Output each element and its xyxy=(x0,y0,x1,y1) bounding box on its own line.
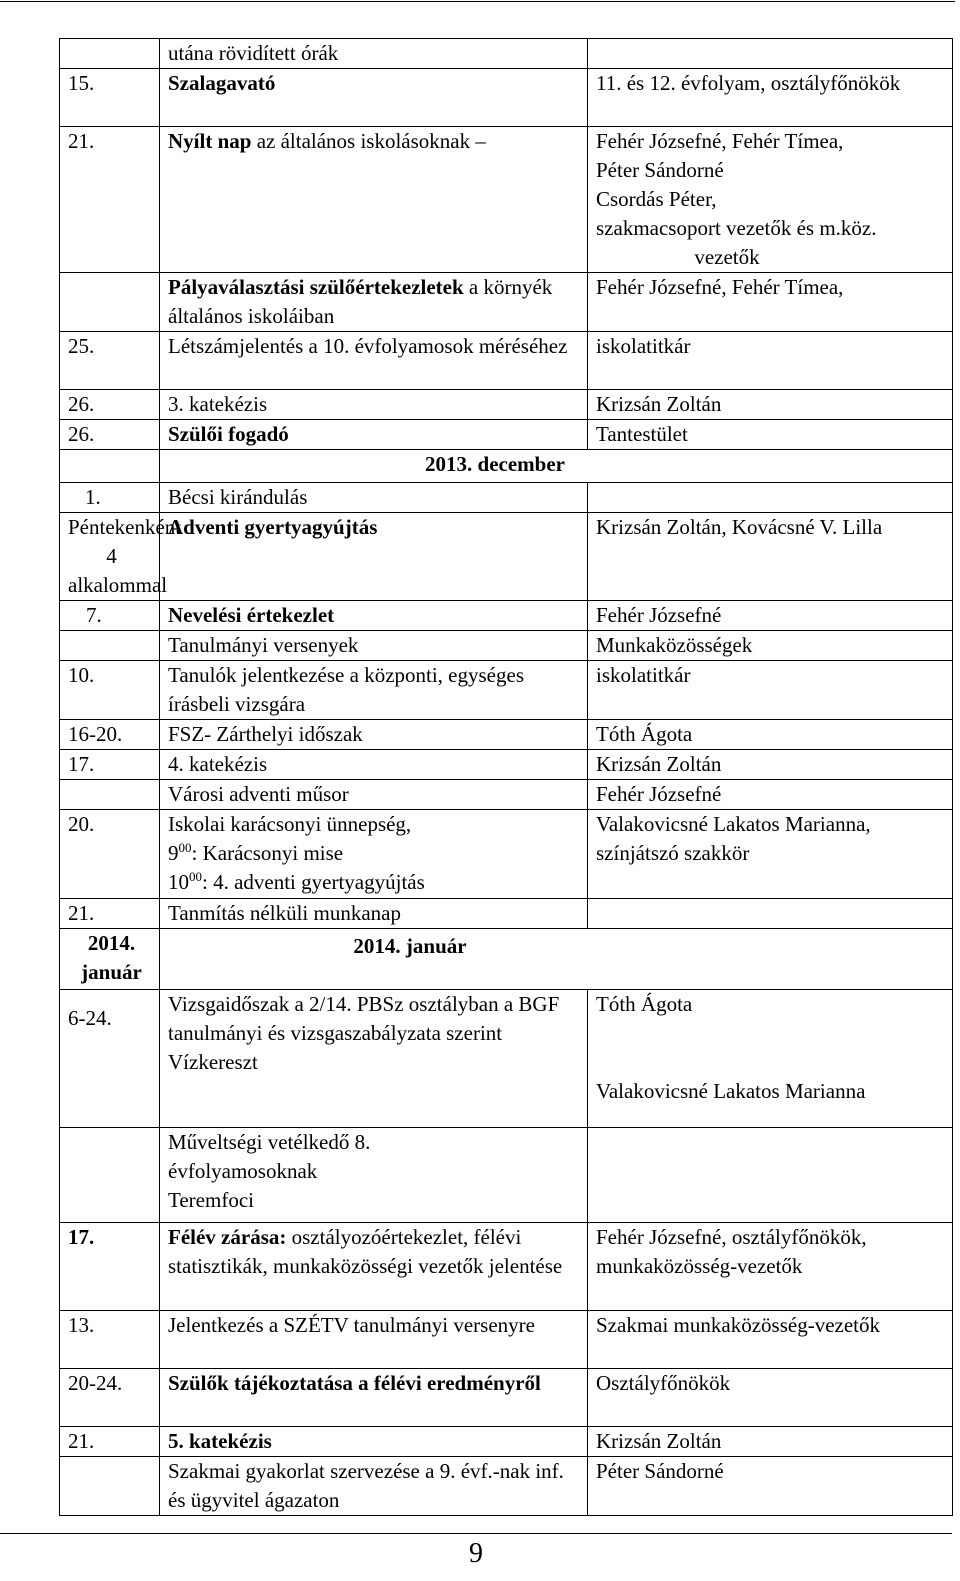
date-cell: 26. xyxy=(60,390,160,420)
responsible-cell: Munkaközösségek xyxy=(588,631,953,661)
date-cell: 17. xyxy=(60,750,160,780)
date-cell: 20-24. xyxy=(60,1369,160,1427)
event-text: Vizsgaidőszak a 2/14. PBSz osztályban a BGF tanulmányi és vizsgaszabályzata szerint xyxy=(168,992,560,1045)
event-bold: Nyílt nap xyxy=(168,129,252,153)
date-cell: 26. xyxy=(60,420,160,450)
event-cell: Tanmítás nélküli munkanap xyxy=(160,899,588,929)
date-cell: 25. xyxy=(60,332,160,390)
table-row xyxy=(60,1223,953,1311)
responsible-cell: Péter Sándorné xyxy=(588,1457,953,1516)
responsible-cell xyxy=(588,1128,953,1223)
event-rest: az általános iskolásoknak – xyxy=(251,129,486,153)
responsible-line: Fehér Józsefné, Fehér Tímea, xyxy=(596,129,844,153)
table-row xyxy=(60,1427,953,1457)
event-cell: FSZ- Zárthelyi időszak xyxy=(160,720,588,750)
date-line: 2014. xyxy=(87,931,136,955)
table-row xyxy=(60,810,953,899)
event-cell xyxy=(160,127,588,273)
date-cell: 15. xyxy=(60,69,160,127)
time-minutes: 00 xyxy=(178,840,192,855)
event-cell: Szakmai gyakorlat szervezése a 9. évf.-nak inf. és ügyvitel ágazaton xyxy=(160,1457,588,1516)
table-row xyxy=(60,513,953,601)
table-row xyxy=(60,990,953,1128)
table-row xyxy=(60,1311,953,1369)
date-cell: 16-20. xyxy=(60,720,160,750)
responsible-cell: Szakmai munkaközösség-vezetők xyxy=(588,1311,953,1369)
event-cell: Tanulók jelentkezése a központi, egységes írásbeli vizsgára xyxy=(160,661,588,720)
responsible-cell: Fehér Józsefné, Fehér Tímea, xyxy=(588,273,953,332)
date-cell: 10. xyxy=(60,661,160,720)
event-line: Teremfoci xyxy=(168,1188,254,1212)
event-line: Műveltségi vetélkedő 8. xyxy=(168,1130,371,1154)
month-heading-text: 2014. január xyxy=(353,934,467,958)
responsible-cell: Valakovicsné Lakatos Marianna, színjátszó szakkör xyxy=(588,810,953,899)
date-cell xyxy=(60,631,160,661)
event-cell: Tanulmányi versenyek xyxy=(160,631,588,661)
date-cell xyxy=(60,513,182,601)
responsible-line: Péter Sándorné xyxy=(596,158,724,182)
date-cell xyxy=(60,273,160,332)
event-text: : Karácsonyi mise xyxy=(191,841,344,865)
date-cell xyxy=(60,39,160,69)
table-row xyxy=(60,661,953,720)
responsible-text: Valakovicsné Lakatos Marianna xyxy=(596,1079,866,1103)
responsible-line: Csordás Péter, xyxy=(596,187,717,211)
date-cell xyxy=(60,450,160,483)
responsible-line: szakmacsoport vezetők és m.köz. xyxy=(596,216,877,240)
table-row xyxy=(60,899,953,929)
table-row xyxy=(60,69,953,127)
date-cell: 6-24. xyxy=(60,990,160,1128)
responsible-cell xyxy=(588,899,953,929)
responsible-cell: Fehér Józsefné xyxy=(588,601,953,631)
event-line xyxy=(168,868,583,897)
table-row xyxy=(60,483,953,513)
event-cell: Szülők tájékoztatása a félévi eredményről xyxy=(160,1369,588,1427)
time-minutes: 00 xyxy=(189,869,202,884)
event-cell: Városi adventi műsor xyxy=(160,780,588,810)
event-cell: Adventi gyertyagyújtás xyxy=(160,513,588,601)
responsible-cell xyxy=(588,127,953,273)
responsible-cell: Krizsán Zoltán xyxy=(588,1427,953,1457)
table-row xyxy=(60,720,953,750)
responsible-text: Tóth Ágota xyxy=(596,992,693,1016)
event-cell xyxy=(160,810,588,899)
table-row xyxy=(60,390,953,420)
responsible-line: vezetők xyxy=(694,245,760,269)
date-cell xyxy=(60,780,160,810)
time-hour: 9 xyxy=(168,841,179,865)
event-cell xyxy=(160,990,588,1128)
table-row xyxy=(60,1457,953,1516)
event-cell: Jelentkezés a SZÉTV tanulmányi versenyre xyxy=(160,1311,588,1369)
event-cell xyxy=(160,1223,588,1311)
table-row xyxy=(60,420,953,450)
event-cell: Bécsi kirándulás xyxy=(160,483,588,513)
time-hour: 10 xyxy=(168,870,189,894)
responsible-cell: Krizsán Zoltán, Kovácsné V. Lilla xyxy=(588,513,953,601)
responsible-cell: Fehér Józsefné xyxy=(588,780,953,810)
responsible-cell: Tóth Ágota xyxy=(588,720,953,750)
date-line: 4 alkalommal xyxy=(68,544,168,597)
event-line: Iskolai karácsonyi ünnepség, xyxy=(168,812,412,836)
event-cell: 5. katekézis xyxy=(160,1427,588,1457)
table-row xyxy=(60,273,953,332)
table-row xyxy=(60,750,953,780)
date-cell xyxy=(60,1128,160,1223)
footer-rule xyxy=(0,1533,952,1534)
event-bold: Pályaválasztási szülőértekezletek xyxy=(168,275,464,299)
table-row xyxy=(60,601,953,631)
event-cell xyxy=(160,273,588,332)
responsible-cell: Tantestület xyxy=(588,420,953,450)
event-line: évfolyamosoknak xyxy=(168,1159,318,1183)
table-row xyxy=(60,39,953,69)
table-row xyxy=(60,1369,953,1427)
responsible-cell xyxy=(588,39,953,69)
date-cell: 7. xyxy=(60,601,160,631)
event-line xyxy=(168,839,583,868)
responsible-cell xyxy=(588,483,953,513)
responsible-cell: Krizsán Zoltán xyxy=(588,750,953,780)
event-cell: Létszámjelentés a 10. évfolyamosok méréséhez xyxy=(160,332,588,390)
month-heading xyxy=(160,929,953,990)
date-cell: 21. xyxy=(60,127,160,273)
event-cell: 3. katekézis xyxy=(160,390,588,420)
table-row xyxy=(60,1128,953,1223)
date-cell: 13. xyxy=(60,1311,160,1369)
table-row xyxy=(60,929,953,990)
event-cell: Nevelési értekezlet xyxy=(160,601,588,631)
responsible-cell: Fehér Józsefné, osztályfőnökök, munkaközösség-vezetők xyxy=(588,1223,953,1311)
event-cell xyxy=(160,1128,588,1223)
table-row xyxy=(60,127,953,273)
date-cell xyxy=(60,1457,160,1516)
date-cell: 20. xyxy=(60,810,160,899)
date-cell xyxy=(60,929,160,990)
responsible-cell xyxy=(588,990,953,1128)
event-cell: Szülői fogadó xyxy=(160,420,588,450)
event-cell: Szalagavató xyxy=(160,69,588,127)
date-cell: 17. xyxy=(60,1223,160,1311)
event-bold: Félév zárása: xyxy=(168,1225,287,1249)
event-rest: osztályozóértekezlet, félévi statisztikák, munkaközösségi vezetők jelentése xyxy=(168,1225,563,1278)
table-row xyxy=(60,450,953,483)
responsible-cell: iskolatitkár xyxy=(588,332,953,390)
date-cell: 1. xyxy=(60,483,160,513)
event-cell: 4. katekézis xyxy=(160,750,588,780)
event-text: Vízkereszt xyxy=(168,1050,258,1074)
event-cell: utána rövidített órák xyxy=(160,39,588,69)
responsible-cell: Osztályfőnökök xyxy=(588,1369,953,1427)
responsible-cell: iskolatitkár xyxy=(588,661,953,720)
date-cell: 21. xyxy=(60,1427,160,1457)
schedule-table xyxy=(59,38,953,1516)
table-row xyxy=(60,780,953,810)
page-number: 9 xyxy=(469,1538,483,1569)
event-rest: a környék általános iskoláiban xyxy=(168,275,553,328)
top-rule xyxy=(0,1,955,2)
month-heading: 2013. december xyxy=(160,450,953,483)
table-row xyxy=(60,332,953,390)
date-cell: 21. xyxy=(60,899,160,929)
event-text: : 4. adventi gyertyagyújtás xyxy=(202,870,425,894)
table-row xyxy=(60,631,953,661)
date-line: január xyxy=(81,960,142,984)
date-line: Péntekenként xyxy=(68,515,182,539)
responsible-cell: Krizsán Zoltán xyxy=(588,390,953,420)
responsible-cell: 11. és 12. évfolyam, osztályfőnökök xyxy=(588,69,953,127)
